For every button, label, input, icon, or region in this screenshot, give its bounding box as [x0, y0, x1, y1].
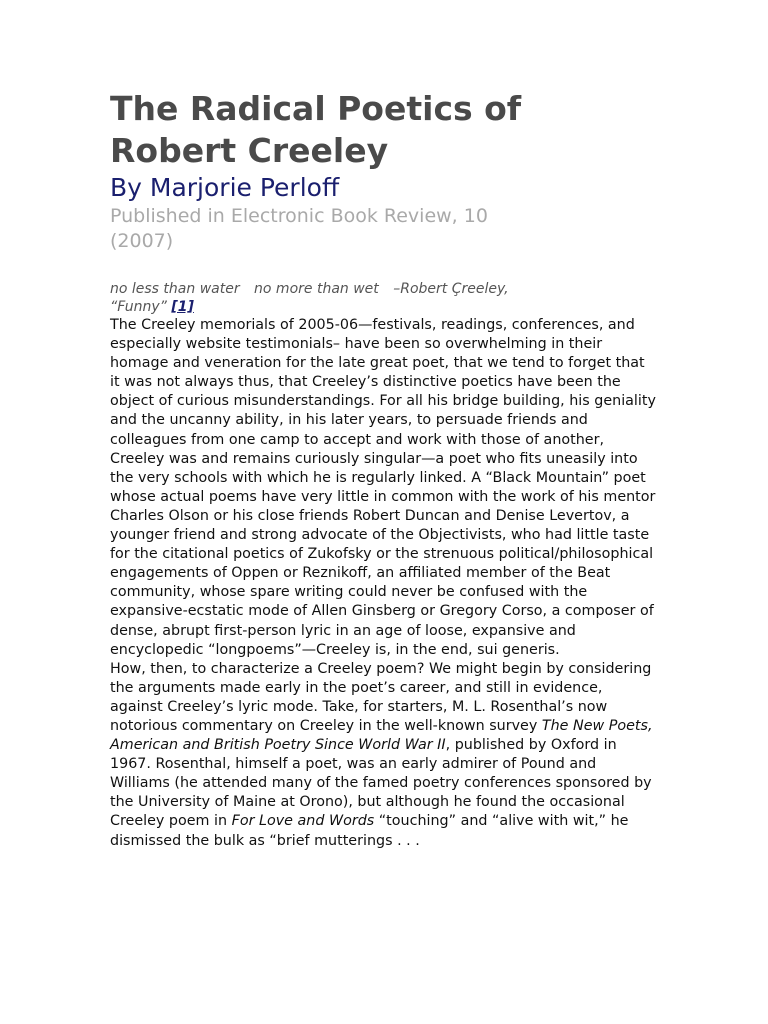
paragraph-2-text-2: , published by Oxford in 1967. Rosenthal, himself a poet, was an early admirer of Pound and Williams (he attended many of the famed poetry conferences sponsored by the University of Maine at Orono), but although he found the occasional Creeley poem in: [110, 737, 652, 830]
book-title-new-poets: The New Poets, American and British Poetry Since World War II: [110, 717, 653, 754]
publication-line-1: Published in Electronic Book Review, 10: [110, 205, 488, 227]
author-byline: By Marjorie Perloff: [110, 173, 340, 202]
book-title-for-love: For Love and Words: [231, 813, 375, 830]
article-title: [110, 88, 658, 172]
title-line-1: The Radical Poetics of: [110, 89, 522, 128]
publication-info: [110, 204, 658, 254]
epigraph-source: “Funny”: [110, 299, 167, 315]
paragraph-1: The Creeley memorials of 2005-06—festivals, readings, conferences, and especially website testimonials– have been so overwhelming in their homage and veneration for the late great poet, that we tend to forget that it was not always thus, that Creeley’s distinctive poetics have been the object of curious misunderstandings. For all his bridge building, his geniality and the uncanny ability, in his later years, to persuade friends and colleagues from one camp to accept and work with those of another, Creeley was and remains curiously singular—a poet who fits uneasily into the very schools with which he is regularly linked. A “Black Mountain” poet whose actual poems have very little in common with the work of his mentor Charles Olson or his close friends Robert Duncan and Denise Levertov, a younger friend and strong advocate of the Objectivists, who had little taste for the citational poetics of Zukofsky or the strenuous political/philosophical engagements of Oppen or Reznikoff, an affiliated member of the Beat community, whose spare writing could never be confused with the expansive-ecstatic mode of Allen Ginsberg or Gregory Corso, a composer of dense, abrupt first-person lyric in an age of loose, expansive and encyclopedic “longpoems”—Creeley is, in the end, sui generis.: [110, 317, 656, 658]
title-line-2: Robert Creeley: [110, 131, 389, 170]
paragraph-2-text-1: How, then, to characterize a Creeley poem? We might begin by considering the arguments made early in the poet’s career, and still in evidence, against Creeley’s lyric mode. Take, for starters, M. L. Rosenthal’s now notorious commentary on Creeley in the well-known survey: [110, 660, 652, 734]
article: [110, 88, 658, 851]
paragraph-2: [110, 660, 658, 851]
publication-line-2: (2007): [110, 230, 174, 252]
epigraph: [110, 280, 658, 316]
epigraph-part-1: no less than water: [110, 281, 240, 297]
epigraph-attribution: –Robert Çreeley,: [393, 281, 509, 297]
footnote-link[interactable]: [1]: [171, 299, 194, 315]
epigraph-part-2: no more than wet: [254, 281, 379, 297]
paragraph-2-text-3: “touching” and “alive with wit,” he dismissed the bulk as “brief mutterings . . .: [110, 813, 629, 849]
